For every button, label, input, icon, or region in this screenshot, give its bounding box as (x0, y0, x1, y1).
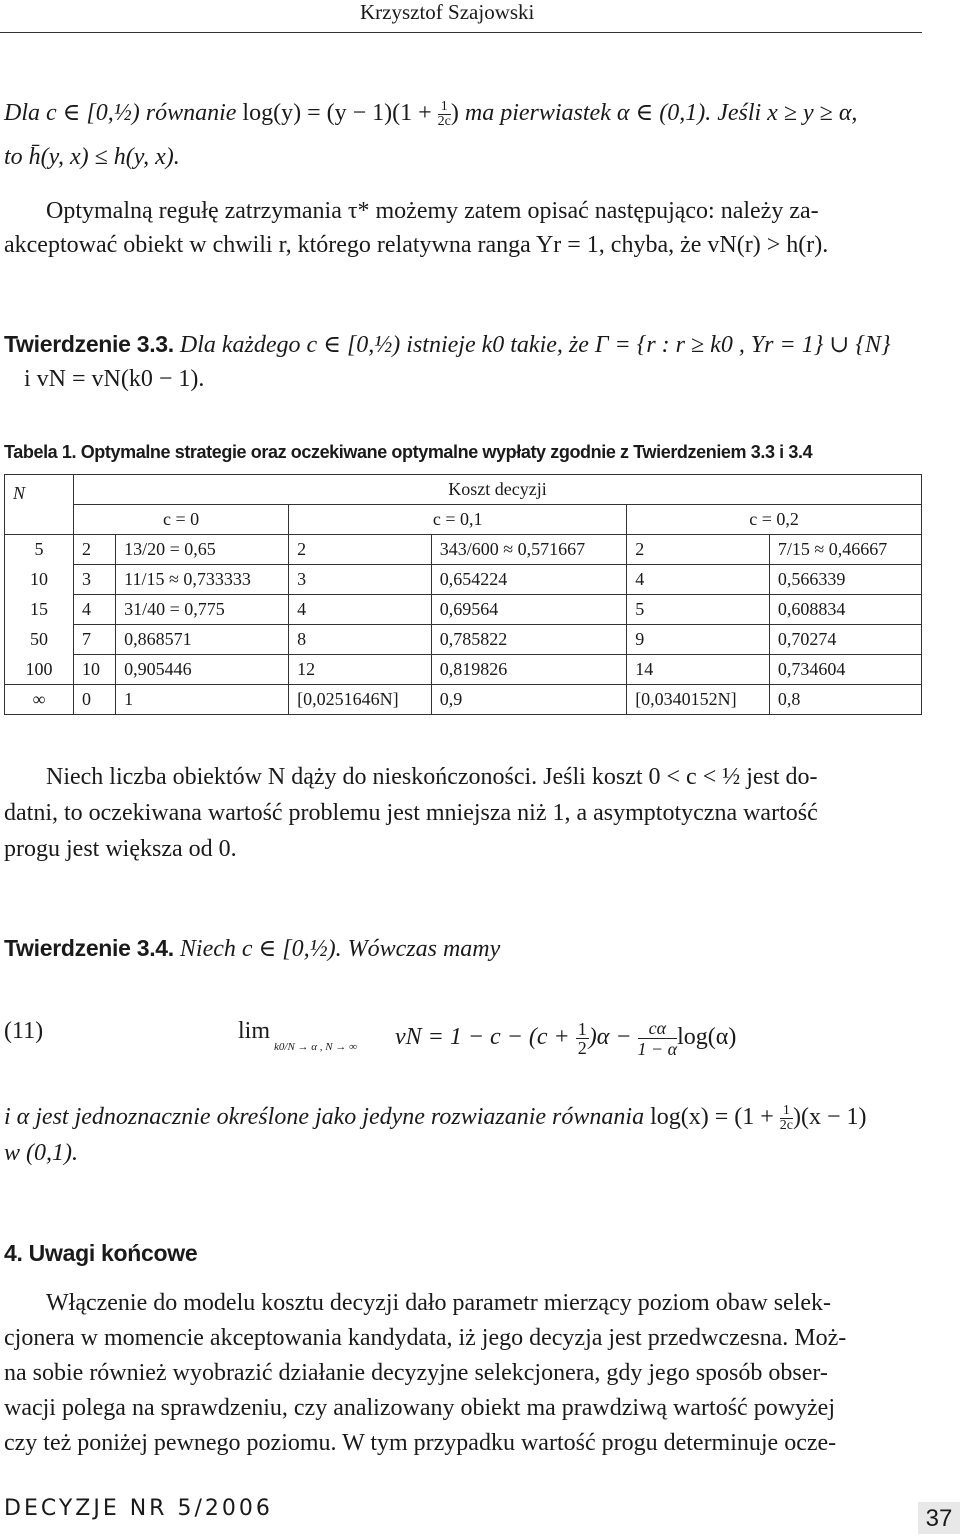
running-header-author: Krzysztof Szajowski (360, 0, 535, 24)
section-4-line-2: cjonera w momencie akceptowania kandydata, iż jego decyzja jest przedwczesna. Moż- (4, 1325, 847, 1351)
para2-line-1: Niech liczba obiektów N dąży do nieskończoności. Jeśli koszt 0 < c < ½ jest do- (46, 764, 818, 790)
theorem-3-3-text: Dla każdego c ∈ [0,½) istnieje k0 takie, że Γ = {r : r ≥ k0 , Yr = 1} ∪ {N} (173, 332, 891, 358)
row-n: 5 (5, 535, 74, 565)
cell: 0 (74, 685, 116, 715)
para2-line-2: datni, to oczekiwana wartość problemu jest mniejsza niż 1, a asymptotyczna wartość (4, 800, 818, 826)
cell: 0,70274 (769, 625, 921, 655)
equation-11 (238, 1018, 736, 1059)
cell: 3 (74, 565, 116, 595)
row-n: 10 (5, 565, 74, 595)
eq-body-2: )α − (588, 1024, 638, 1051)
cell: 0,734604 (769, 655, 921, 685)
lemma-equation (242, 98, 459, 129)
table-row (5, 535, 922, 565)
lemma-prefix: Dla c ∈ [0,½) równanie (4, 100, 243, 126)
theorem-3-4-label: Twierdzenie 3.4. (4, 935, 174, 961)
cell: 2 (289, 535, 432, 565)
section-4-line-1: Włączenie do modelu kosztu decyzji dało parametr mierzący poziom obaw selek- (46, 1290, 832, 1316)
col-header-c01: c = 0,1 (289, 505, 627, 535)
table-row (5, 685, 922, 715)
theorem-3-3-line-1 (4, 330, 891, 359)
cell: 10 (74, 655, 116, 685)
half-fraction (576, 1020, 589, 1057)
table-row (5, 625, 922, 655)
table-col-header-row (5, 505, 922, 535)
cell: [0,0340152N] (627, 685, 770, 715)
alpha-eq-close: )(x − 1) (793, 1104, 867, 1131)
table-group-header-row (5, 475, 922, 505)
cell: 14 (627, 655, 770, 685)
eq-body-1: vN = 1 − c − (c + (394, 1024, 576, 1051)
alpha-eq-text: log(x) = (1 + (650, 1104, 780, 1131)
lemma-eq-close: ) (450, 100, 459, 126)
col-header-c02: c = 0,2 (627, 505, 922, 535)
lemma-line-2: to h̄(y, x) ≤ h(y, x). (4, 144, 180, 170)
limit-operator (238, 1018, 357, 1053)
eq-body-3: log(α) (677, 1024, 737, 1051)
theorem-3-3-label: Twierdzenie 3.3. (4, 331, 174, 357)
cell: 0,69564 (431, 595, 626, 625)
lim-text: lim (238, 1018, 271, 1044)
section-4-line-5: czy też poniżej pewnego poziomu. W tym przypadku wartość progu determinuje ocze- (4, 1430, 837, 1456)
cell: 2 (627, 535, 770, 565)
table-row (5, 595, 922, 625)
calpha-den: 1 − α (637, 1039, 678, 1059)
theorem-3-4-text: Niech c ∈ [0,½). Wówczas mamy (173, 936, 501, 962)
col-header-c0: c = 0 (74, 505, 289, 535)
cell: 0,8 (769, 685, 921, 715)
theorem-3-3-line-2: i vN = vN(k0 − 1). (24, 366, 205, 392)
results-table (4, 474, 922, 715)
cell: 343/600 ≈ 0,571667 (431, 535, 626, 565)
equation-number: (11) (4, 1018, 44, 1044)
table-row (5, 565, 922, 595)
alpha-fraction (780, 1104, 793, 1133)
header-rule (0, 32, 922, 33)
theorem-3-4 (4, 934, 500, 963)
cell: 1 (116, 685, 289, 715)
para1-line-1: Optymalną regułę zatrzymania τ* możemy zatem opisać następująco: należy za- (46, 198, 819, 224)
cell: 11/15 ≈ 0,733333 (116, 565, 289, 595)
cell: 0,608834 (769, 595, 921, 625)
cell: 0,868571 (116, 625, 289, 655)
cell: 0,785822 (431, 625, 626, 655)
cell: 13/20 = 0,65 (116, 535, 289, 565)
lim-subscript: k0/N → α , N → ∞ (274, 1041, 357, 1053)
cell: 8 (289, 625, 432, 655)
para2-line-3: progu jest większa od 0. (4, 836, 237, 862)
cell: 12 (289, 655, 432, 685)
cell: 0,566339 (769, 565, 921, 595)
cell: 7 (74, 625, 116, 655)
lemma-frac-num: 1 (438, 100, 451, 115)
cell: 2 (74, 535, 116, 565)
cell: 4 (627, 565, 770, 595)
alpha-frac-den: 2c (779, 1118, 794, 1133)
row-n: 100 (5, 655, 74, 685)
lemma-line-1 (4, 98, 857, 129)
footer-journal: DECYZJE NR 5/2006 (4, 1496, 273, 1521)
lemma-fraction (438, 100, 451, 129)
half-den: 2 (577, 1038, 587, 1058)
row-n: 15 (5, 595, 74, 625)
cell: 0,9 (431, 685, 626, 715)
section-4-line-3: na sobie również wyobrazić działanie decyzyjne selekcjonera, gdy jego sposób obser- (4, 1360, 828, 1386)
table-caption: Tabela 1. Optymalne strategie oraz oczekiwane optymalne wypłaty zgodnie z Twierdzeniem 3.3 i 3.4 (4, 442, 813, 462)
calpha-num: cα (638, 1018, 678, 1039)
lemma-suffix: ma pierwiastek α ∈ (0,1). Jeśli x ≥ y ≥ α, (458, 100, 858, 126)
group-header: Koszt decyzji (74, 475, 922, 505)
alpha-frac-num: 1 (780, 1104, 793, 1119)
alpha-def-text: i α jest jednoznacznie określone jako jedyne rozwiazanie równania (4, 1104, 651, 1131)
table-row (5, 655, 922, 685)
row-n: 50 (5, 625, 74, 655)
cell: 0,905446 (116, 655, 289, 685)
cell: 5 (627, 595, 770, 625)
section-4-line-4: wacji polega na sprawdzeniu, czy analizowany obiekt ma prawdziwą wartość powyżej (4, 1395, 835, 1421)
cell: 0,819826 (431, 655, 626, 685)
cell: 4 (289, 595, 432, 625)
row-n: ∞ (5, 685, 74, 715)
alpha-def-line-1 (4, 1104, 867, 1133)
cell: 4 (74, 595, 116, 625)
cell: 7/15 ≈ 0,46667 (769, 535, 921, 565)
cell: [0,0251646N] (289, 685, 432, 715)
alpha-def-line-2: w (0,1). (4, 1140, 78, 1166)
lemma-eq-text: log(y) = (y − 1)(1 + (242, 100, 438, 126)
cell: 0,654224 (431, 565, 626, 595)
calpha-fraction (638, 1018, 678, 1059)
alpha-def-equation (650, 1103, 867, 1133)
page-number: 37 (918, 1502, 960, 1534)
lemma-frac-den: 2c (437, 113, 451, 129)
cell: 9 (627, 625, 770, 655)
n-header: N (5, 475, 74, 535)
para1-line-2: akceptować obiekt w chwili r, którego relatywna ranga Yr = 1, chyba, że vN(r) > h(r). (4, 232, 829, 258)
half-num: 1 (577, 1019, 587, 1039)
cell: 3 (289, 565, 432, 595)
cell: 31/40 = 0,775 (116, 595, 289, 625)
section-4-heading: 4. Uwagi końcowe (4, 1240, 198, 1266)
